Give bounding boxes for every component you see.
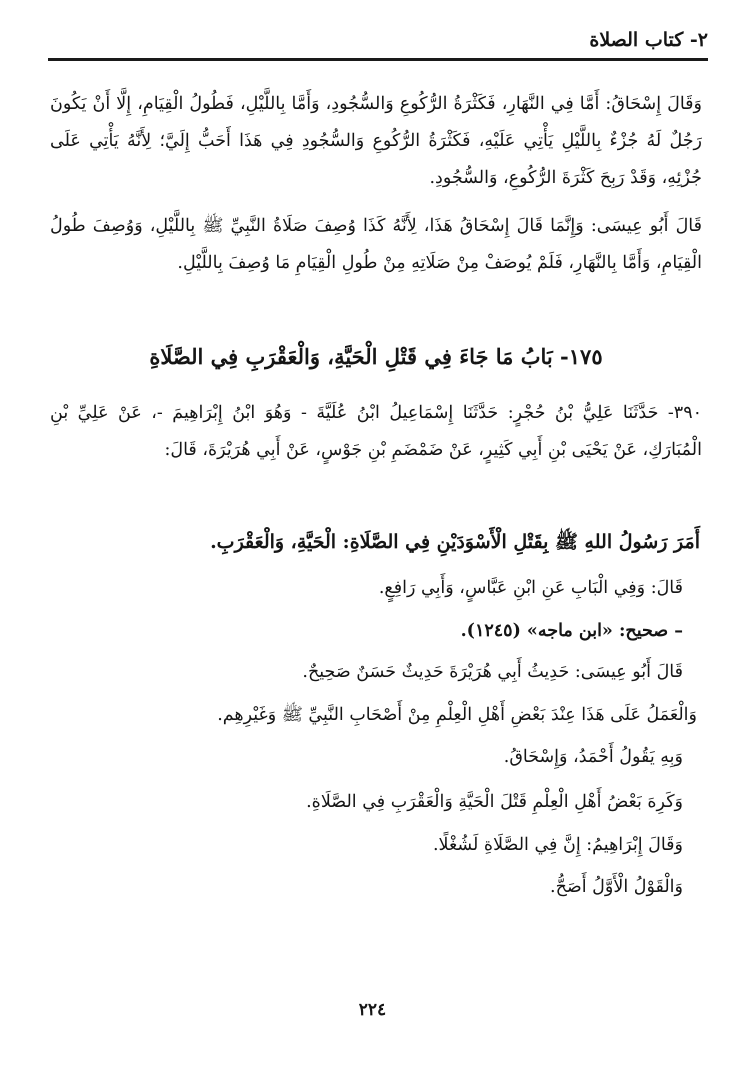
text-line: قَالَ أَبُو عِيسَى: حَدِيثُ أَبِي هُرَيْرَةَ حَدِيثٌ حَسَنٌ صَحِيحٌ. [302, 662, 683, 682]
grading-line: – صحيح: «ابن ماجه» (١٢٤٥). [460, 621, 683, 641]
text-line: وَكَرِهَ بَعْضُ أَهْلِ الْعِلْمِ قَتْلَ الْحَيَّةِ وَالْعَقْرَبِ فِي الصَّلَاةِ. [306, 792, 683, 812]
text-line: وَالْعَمَلُ عَلَى هَذَا عِنْدَ بَعْضِ أَهْلِ الْعِلْمِ مِنْ أَصْحَابِ النَّبِيِّ ﷺ وَغَيْرِهِم. [217, 705, 697, 725]
isnad-paragraph: ٣٩٠- حَدَّثَنَا عَلِيُّ بْنُ حُجْرٍ: حَدَّثَنَا إِسْمَاعِيلُ ابْنُ عُلَيَّةَ - وَهُوَ ابْنُ إِبْرَاهِيمَ -، عَنْ عَلِيِّ بْنِ الْمُبَارَكِ، عَنْ يَحْيَى بْنِ أَبِي كَثِيرٍ، عَنْ ضَمْضَمِ بْنِ جَوْسٍ، عَنْ أَبِي هُرَيْرَةَ، قَالَ: [50, 403, 702, 460]
text-line: وَبِهِ يَقُولُ أَحْمَدُ، وَإِسْحَاقُ. [503, 747, 683, 767]
paragraph-ishaq: وَقَالَ إِسْحَاقُ: أَمَّا فِي النَّهَارِ، فَكَثْرَةُ الرُّكُوعِ وَالسُّجُودِ، وَأَمَّا بِاللَّيْلِ، فَطُولُ الْقِيَامِ، إِلَّا أَنْ يَكُونَ رَجُلٌ لَهُ جُزْءٌ بِاللَّيْلِ يَأْتِي عَلَيْهِ، فَكَثْرَةُ الرُّكُوعِ وَالسُّجُودِ فِي هَذَا أَحَبُّ إِلَيَّ؛ لِأَنَّهُ يَأْتِي عَلَى جُزْئِهِ، وَقَدْ رَبِحَ كَثْرَةَ الرُّكُوعِ، وَالسُّجُودِ. [50, 94, 702, 188]
page-number: ٢٢٤ [358, 1000, 387, 1020]
paragraph-abu-isa: قَالَ أَبُو عِيسَى: وَإِنَّمَا قَالَ إِسْحَاقُ هَذَا، لِأَنَّهُ كَذَا وُصِفَ صَلَاةُ النَّبِيِّ ﷺ بِاللَّيْلِ، وَوُصِفَ طُولُ الْقِيَامِ، وَأَمَّا بِالنَّهَارِ، فَلَمْ يُوصَفْ مِنْ صَلَاتِهِ مِنْ طُولِ الْقِيَامِ مَا وُصِفَ بِاللَّيْلِ. [50, 216, 702, 273]
running-header: ٢- كتاب الصلاة [589, 29, 708, 51]
text-line: وَالْقَوْلُ الْأَوَّلُ أَصَحُّ. [550, 877, 683, 897]
header-rule [48, 58, 708, 61]
text-line: وَقَالَ إِبْرَاهِيمُ: إِنَّ فِي الصَّلَاةِ لَشُغْلًا. [432, 835, 683, 855]
chapter-title: ١٧٥- بَابُ مَا جَاءَ فِي قَتْلِ الْحَيَّةِ، وَالْعَقْرَبِ فِي الصَّلَاةِ [149, 344, 603, 369]
text-line: قَالَ: وَفِي الْبَابِ عَنِ ابْنِ عَبَّاسٍ، وَأَبِي رَافِعٍ. [378, 578, 683, 598]
hadith-text: أَمَرَ رَسُولُ اللهِ ﷺ بِقَتْلِ الْأَسْوَدَيْنِ فِي الصَّلَاةِ: الْحَيَّةِ، وَالْعَقْرَبِ. [210, 531, 700, 553]
